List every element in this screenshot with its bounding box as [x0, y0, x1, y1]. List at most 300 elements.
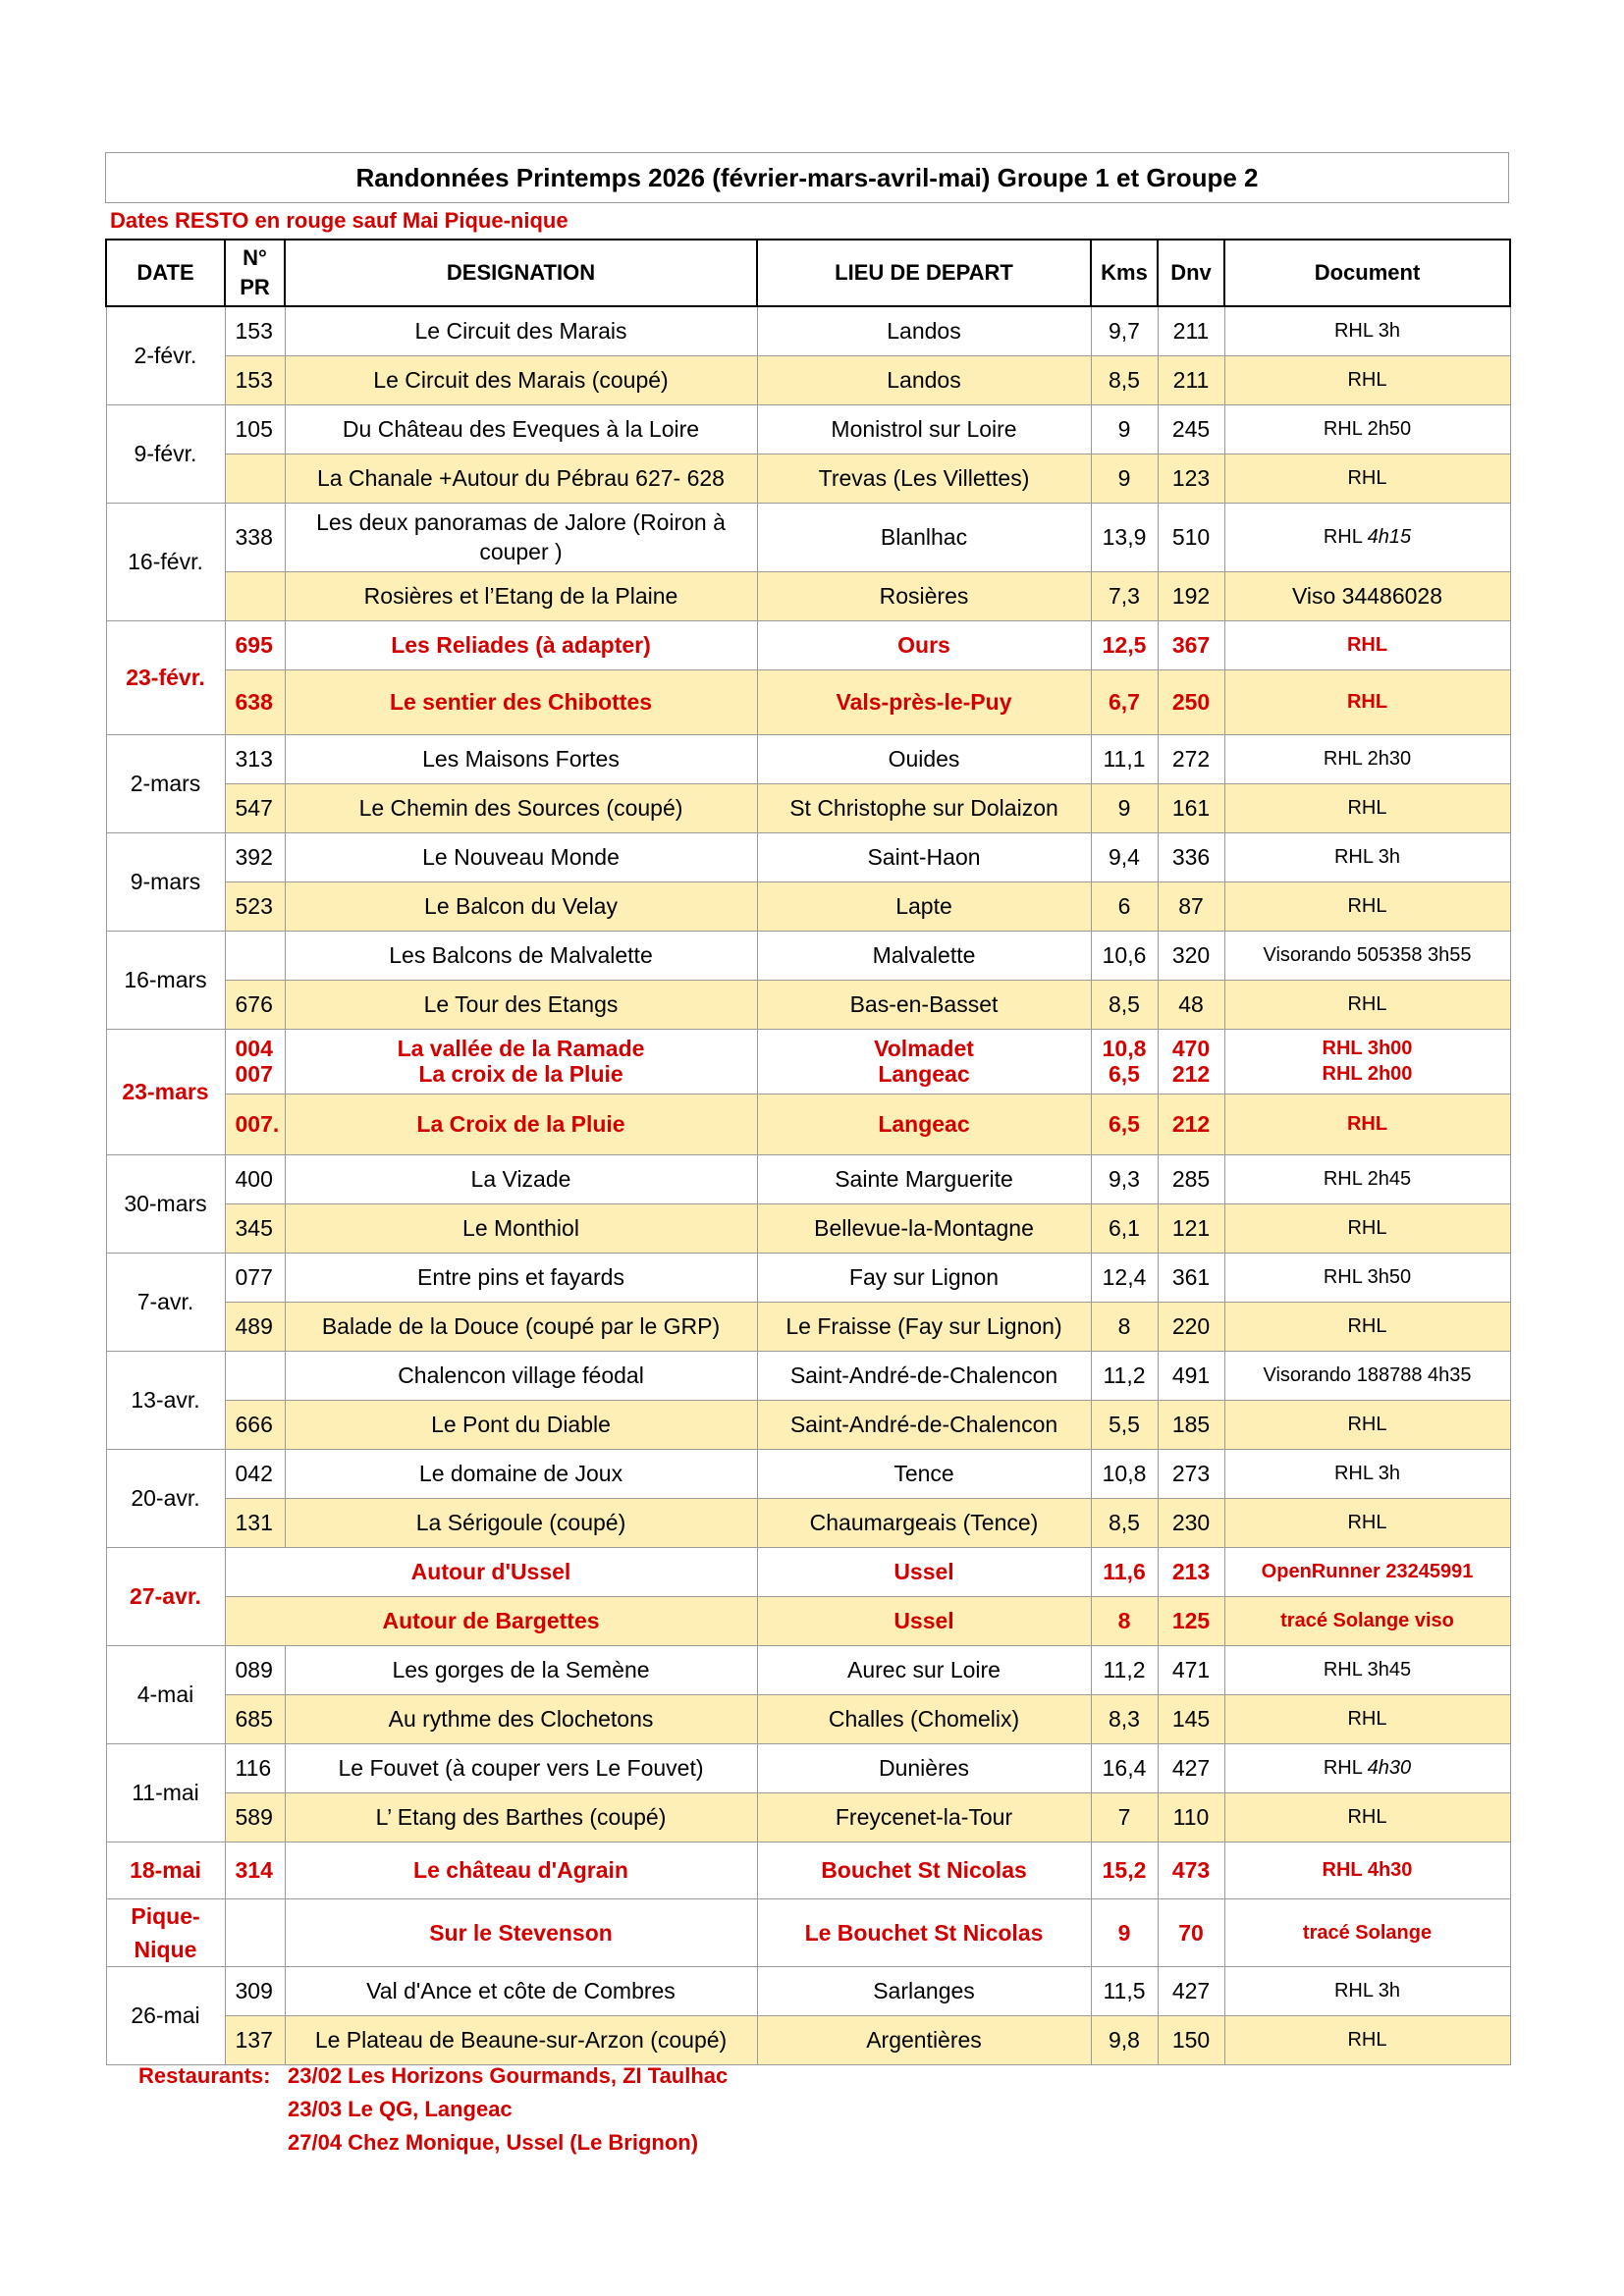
designation-cell: [285, 355, 757, 404]
designation-cell: [285, 1154, 757, 1203]
lieu-cell-text: Sarlanges: [873, 1978, 975, 2003]
document-cell: [1224, 1842, 1510, 1898]
table-row: [106, 620, 1510, 669]
dnv-cell-text: 121: [1171, 1215, 1211, 1241]
document-cell: [1224, 1596, 1510, 1645]
lieu-cell-text: Volmadet: [874, 1036, 974, 1061]
document-cell-text: Viso 34486028: [1291, 583, 1443, 609]
kms-cell-text: 9: [1117, 795, 1131, 821]
document-cell-text: RHL 2h45: [1323, 1168, 1412, 1190]
dnv-cell: [1158, 1966, 1224, 2015]
dnv-cell-text: 192: [1171, 583, 1211, 609]
designation-cell: [285, 1203, 757, 1253]
lieu-cell: [757, 1547, 1091, 1596]
lieu-cell-text: Lapte: [895, 893, 952, 919]
document-cell: [1224, 783, 1510, 832]
table-row: [106, 1547, 1510, 1596]
dnv-cell-text: 125: [1171, 1608, 1211, 1633]
date-cell: [106, 734, 225, 832]
lieu-cell: [757, 734, 1091, 783]
lieu-cell-text: St Christophe sur Dolaizon: [789, 795, 1058, 821]
table-row: [106, 1842, 1510, 1898]
date-cell: [106, 1154, 225, 1253]
pr-cell: [225, 1966, 285, 2015]
designation-cell-text: L’ Etang des Barthes (coupé): [375, 1804, 667, 1830]
dnv-cell-text: 123: [1171, 465, 1211, 491]
document-cell-text: tracé Solange: [1302, 1921, 1433, 1944]
designation-cell-text: Les deux panoramas de Jalore (Roiron à couper ): [316, 509, 726, 564]
date-cell: [106, 1966, 225, 2064]
designation-cell-text: Du Château des Eveques à la Loire: [342, 416, 700, 442]
lieu-cell: [757, 1743, 1091, 1792]
kms-cell: [1091, 1498, 1158, 1547]
document-cell: [1224, 1253, 1510, 1302]
pr-cell: [225, 571, 285, 620]
designation-cell-text: Le Pont du Diable: [431, 1412, 611, 1437]
lieu-cell: [757, 503, 1091, 571]
document-cell: [1224, 1792, 1510, 1842]
lieu-cell: [757, 881, 1091, 931]
dnv-cell: [1158, 1694, 1224, 1743]
header-kms: Kms: [1091, 240, 1158, 306]
dnv-cell-text: 361: [1171, 1264, 1211, 1290]
lieu-cell: [757, 620, 1091, 669]
document-cell-text: RHL: [1347, 895, 1387, 917]
table-row: [106, 1154, 1510, 1203]
table-row: [106, 734, 1510, 783]
pr-cell-text: 523: [235, 893, 273, 919]
document-cell: [1224, 571, 1510, 620]
lieu-cell: [757, 1596, 1091, 1645]
dnv-cell-text: 285: [1171, 1166, 1211, 1192]
date-label: 26-mai: [131, 2002, 200, 2028]
kms-cell: [1091, 1253, 1158, 1302]
kms-cell: [1091, 454, 1158, 503]
date-cell: [106, 1842, 225, 1898]
designation-cell-text: Autour de Bargettes: [382, 1608, 600, 1633]
pr-cell: [225, 1449, 285, 1498]
designation-cell: [285, 1029, 757, 1094]
kms-cell: [1091, 1645, 1158, 1694]
date-cell: [106, 832, 225, 931]
restaurants-footer: [138, 2059, 728, 2160]
pr-cell-text: 547: [235, 795, 273, 821]
designation-cell: [285, 832, 757, 881]
date-cell: [106, 1645, 225, 1743]
table-row: [106, 355, 1510, 404]
kms-cell: [1091, 571, 1158, 620]
kms-cell-text: 6,7: [1109, 689, 1140, 715]
designation-cell-text: Chalencon village féodal: [398, 1362, 644, 1388]
kms-cell-text: 9,4: [1109, 844, 1140, 870]
pr-cell: [225, 1302, 285, 1351]
date-label: 4-mai: [136, 1682, 194, 1707]
pr-cell-text: 137: [235, 2027, 273, 2053]
pr-cell: [225, 503, 285, 571]
document-cell-text: RHL: [1346, 1113, 1388, 1135]
document-cell-text: RHL: [1347, 1708, 1387, 1730]
kms-cell-text: 10,8: [1102, 1036, 1147, 1061]
document-cell-text: RHL: [1323, 1757, 1363, 1779]
designation-cell-text: La Croix de la Pluie: [416, 1111, 625, 1137]
designation-cell-text: La Sérigoule (coupé): [415, 1510, 626, 1535]
designation-cell: [285, 404, 757, 454]
dnv-cell-text: 211: [1172, 318, 1210, 345]
designation-cell: [285, 1743, 757, 1792]
date-cell: [106, 931, 225, 1029]
document-cell: [1224, 454, 1510, 503]
lieu-cell-text: Sainte Marguerite: [835, 1166, 1013, 1192]
document-cell-text: RHL: [1346, 691, 1388, 713]
dnv-cell: [1158, 404, 1224, 454]
document-cell-text: RHL 3h: [1333, 320, 1401, 343]
pr-cell-text: 042: [235, 1461, 273, 1486]
document-cell-text: RHL 2h30: [1323, 748, 1412, 770]
lieu-cell: [757, 1645, 1091, 1694]
restaurant-line: 23/03 Le QG, Langeac: [288, 2097, 513, 2121]
lieu-cell-text: Langeac: [878, 1111, 970, 1137]
dnv-cell: [1158, 1792, 1224, 1842]
kms-cell: [1091, 931, 1158, 980]
dnv-cell-text: 336: [1171, 844, 1211, 870]
kms-cell-text: 9: [1117, 416, 1131, 442]
designation-cell-text: Le Plateau de Beaune-sur-Arzon (coupé): [314, 2027, 728, 2053]
document-cell: [1224, 1094, 1510, 1154]
dnv-cell: [1158, 669, 1224, 734]
lieu-cell: [757, 669, 1091, 734]
kms-cell: [1091, 1400, 1158, 1449]
dnv-cell-text: 145: [1171, 1706, 1211, 1732]
header-date: DATE: [106, 240, 225, 306]
pr-cell-text: 116: [235, 1755, 272, 1781]
designation-cell: [285, 1966, 757, 2015]
designation-cell: [285, 454, 757, 503]
pr-cell: [225, 1792, 285, 1842]
kms-cell: [1091, 1792, 1158, 1842]
document-cell: [1224, 1966, 1510, 2015]
date-cell: [106, 503, 225, 620]
designation-cell-text: Sur le Stevenson: [429, 1919, 613, 1946]
document-cell-text: RHL: [1347, 369, 1387, 391]
table-row: [106, 1596, 1510, 1645]
document-cell: [1224, 734, 1510, 783]
kms-cell: [1091, 1154, 1158, 1203]
pr-cell-text: 400: [235, 1166, 273, 1192]
kms-cell: [1091, 1898, 1158, 1966]
dnv-cell: [1158, 1547, 1224, 1596]
kms-cell: [1091, 1596, 1158, 1645]
kms-cell: [1091, 1094, 1158, 1154]
document-cell: [1224, 1154, 1510, 1203]
pr-cell-text: 676: [235, 991, 273, 1017]
table-row: [106, 1094, 1510, 1154]
document-cell: [1224, 503, 1510, 571]
lieu-cell: [757, 1154, 1091, 1203]
dnv-cell: [1158, 1743, 1224, 1792]
table-row: [106, 931, 1510, 980]
document-cell: [1224, 1203, 1510, 1253]
designation-cell-text: Le Nouveau Monde: [422, 844, 620, 870]
kms-cell: [1091, 1351, 1158, 1400]
pr-cell: [225, 783, 285, 832]
document-cell-text: RHL: [1347, 1414, 1387, 1435]
pr-cell-text: 685: [235, 1706, 273, 1732]
lieu-cell-text: Trevas (Les Villettes): [818, 465, 1030, 491]
designation-cell-text: La vallée de la Ramade: [397, 1036, 645, 1061]
designation-cell-text: Le domaine de Joux: [418, 1461, 623, 1486]
pr-cell: [225, 1351, 285, 1400]
table-row: [106, 1449, 1510, 1498]
designation-cell: [285, 1094, 757, 1154]
document-cell-text: RHL: [1323, 526, 1363, 548]
document-cell-text: RHL 3h50: [1323, 1266, 1412, 1288]
dnv-cell: [1158, 1898, 1224, 1966]
date-label: 7-avr.: [136, 1289, 194, 1314]
document-cell-text: RHL: [1347, 467, 1387, 489]
lieu-cell: [757, 404, 1091, 454]
kms-cell-text: 8: [1117, 1608, 1131, 1633]
kms-cell-text: 8,3: [1109, 1706, 1140, 1732]
kms-cell: [1091, 1743, 1158, 1792]
date-label: 18-mai: [130, 1857, 201, 1883]
kms-cell-text: 9,8: [1109, 2027, 1140, 2053]
kms-cell-text: 15,2: [1102, 1857, 1147, 1883]
dnv-cell: [1158, 832, 1224, 881]
designation-cell-text: Le Tour des Etangs: [423, 991, 619, 1017]
pr-cell-text: 089: [235, 1657, 273, 1682]
pr-cell: [225, 1400, 285, 1449]
lieu-cell-text: Le Bouchet St Nicolas: [804, 1919, 1044, 1946]
document-cell-text: RHL: [1347, 797, 1387, 819]
lieu-cell-text: Chaumargeais (Tence): [809, 1510, 1039, 1535]
lieu-cell: [757, 1203, 1091, 1253]
dnv-cell: [1158, 1029, 1224, 1094]
dnv-cell-text: 471: [1171, 1657, 1211, 1682]
kms-cell-text: 9,3: [1109, 1166, 1140, 1192]
designation-cell-text: Balade de la Douce (coupé par le GRP): [321, 1313, 721, 1339]
table-row: [106, 1498, 1510, 1547]
restaurant-line: 23/02 Les Horizons Gourmands, ZI Taulhac: [288, 2063, 729, 2088]
document-cell: [1224, 404, 1510, 454]
designation-cell: [285, 1302, 757, 1351]
designation-cell: [285, 669, 757, 734]
dnv-cell: [1158, 1094, 1224, 1154]
pr-cell: [225, 1498, 285, 1547]
document-cell-text: RHL 3h: [1333, 846, 1401, 868]
dnv-cell-text: 211: [1172, 367, 1210, 393]
dnv-cell-text: 273: [1171, 1461, 1211, 1486]
date-cell: [106, 306, 225, 404]
kms-cell: [1091, 734, 1158, 783]
pr-cell: [225, 355, 285, 404]
designation-cell: [285, 503, 757, 571]
document-cell: [1224, 1302, 1510, 1351]
designation-cell: [225, 1547, 757, 1596]
dnv-cell: [1158, 1253, 1224, 1302]
hikes-table: [105, 239, 1511, 2065]
table-row: [106, 1302, 1510, 1351]
dnv-cell-text: 272: [1171, 746, 1211, 772]
pr-cell-text: 007: [235, 1061, 273, 1087]
designation-cell: [285, 881, 757, 931]
lieu-cell-text: Ussel: [893, 1608, 954, 1633]
lieu-cell: [757, 1400, 1091, 1449]
kms-cell-text: 9: [1117, 1919, 1131, 1946]
dnv-cell: [1158, 1449, 1224, 1498]
lieu-cell-text: Monistrol sur Loire: [831, 416, 1017, 442]
lieu-cell-text: Bouchet St Nicolas: [821, 1857, 1027, 1883]
lieu-cell: [757, 1842, 1091, 1898]
dnv-cell: [1158, 620, 1224, 669]
dnv-cell: [1158, 1154, 1224, 1203]
table-row: [106, 980, 1510, 1029]
pr-cell: [225, 404, 285, 454]
designation-cell-text: Le Monthiol: [462, 1215, 579, 1241]
lieu-cell-text: Landos: [887, 318, 961, 345]
lieu-cell: [757, 571, 1091, 620]
date-label: 30-mars: [124, 1191, 207, 1216]
dnv-cell: [1158, 2015, 1224, 2064]
kms-cell-text: 6,1: [1109, 1215, 1140, 1241]
pr-cell-text: 314: [235, 1857, 273, 1883]
table-row: [106, 503, 1510, 571]
document-cell: [1224, 1351, 1510, 1400]
pr-cell: [225, 734, 285, 783]
table-row: [106, 404, 1510, 454]
pr-cell-text: 309: [235, 1978, 273, 2003]
date-label: 2-mars: [130, 771, 201, 796]
header-lieu: LIEU DE DEPART: [757, 240, 1091, 306]
dnv-cell-text: 320: [1171, 942, 1211, 968]
kms-cell-text: 10,8: [1102, 1461, 1147, 1486]
restaurant-line: 27/04 Chez Monique, Ussel (Le Brignon): [288, 2130, 699, 2155]
lieu-cell: [757, 832, 1091, 881]
kms-cell: [1091, 832, 1158, 881]
lieu-cell: [757, 1029, 1091, 1094]
document-cell-text: Visorando 188788 4h35: [1263, 1364, 1472, 1386]
pr-cell-text: 313: [235, 746, 273, 772]
kms-cell-text: 12,4: [1102, 1264, 1147, 1290]
lieu-cell: [757, 1498, 1091, 1547]
lieu-cell-text: Bellevue-la-Montagne: [814, 1215, 1034, 1241]
designation-cell-text: Les Balcons de Malvalette: [389, 942, 653, 968]
pr-cell-text: 131: [235, 1510, 273, 1535]
designation-cell: [285, 1898, 757, 1966]
designation-cell: [285, 571, 757, 620]
lieu-cell: [757, 980, 1091, 1029]
pr-cell: [225, 1743, 285, 1792]
pr-cell: [225, 881, 285, 931]
document-cell: [1224, 832, 1510, 881]
kms-cell-text: 8,5: [1109, 367, 1140, 393]
header-pr: N° PR: [225, 240, 285, 306]
lieu-cell: [757, 1966, 1091, 2015]
dnv-cell-text: 185: [1171, 1412, 1211, 1437]
kms-cell: [1091, 881, 1158, 931]
table-row: [106, 881, 1510, 931]
document-cell: [1224, 881, 1510, 931]
pr-cell-text: 153: [235, 367, 273, 393]
lieu-cell-text: Bas-en-Basset: [849, 991, 999, 1017]
lieu-cell: [757, 1302, 1091, 1351]
dnv-cell: [1158, 1645, 1224, 1694]
designation-cell-text: Les gorges de la Semène: [392, 1657, 650, 1682]
date-label: 27-avr.: [130, 1583, 201, 1609]
kms-cell-text: 9,7: [1109, 318, 1140, 345]
pr-cell-text: 004: [235, 1036, 273, 1061]
date-label: Pique-Nique: [131, 1902, 200, 1962]
table-row: [106, 783, 1510, 832]
designation-cell: [285, 1694, 757, 1743]
date-label: 23-mars: [122, 1079, 209, 1104]
designation-cell: [285, 1449, 757, 1498]
kms-cell-text: 8: [1117, 1313, 1131, 1339]
dnv-cell-text: 220: [1171, 1313, 1211, 1339]
date-cell: [106, 1253, 225, 1351]
pr-cell: [225, 620, 285, 669]
designation-cell: [285, 1253, 757, 1302]
designation-cell-text: Le Fouvet (à couper vers Le Fouvet): [338, 1755, 704, 1781]
lieu-cell: [757, 1351, 1091, 1400]
header-document: Document: [1224, 240, 1510, 306]
kms-cell: [1091, 1302, 1158, 1351]
document-cell-text: RHL 3h45: [1323, 1659, 1412, 1681]
designation-cell-text: Rosières et l’Etang de la Plaine: [363, 583, 678, 609]
designation-cell-text: Le Chemin des Sources (coupé): [358, 795, 683, 821]
dnv-cell-text: 48: [1178, 991, 1204, 1017]
designation-cell-text: La croix de la Pluie: [418, 1061, 623, 1087]
pr-cell-text: 153: [235, 318, 273, 345]
lieu-cell-text: Malvalette: [872, 942, 976, 968]
date-label: 16-mars: [124, 967, 207, 992]
designation-cell-text: Les Reliades (à adapter): [391, 632, 651, 658]
date-label: 9-mars: [130, 869, 201, 894]
pr-cell: [225, 980, 285, 1029]
document-cell-text: RHL 4h30: [1322, 1859, 1413, 1881]
designation-cell-text: Le Circuit des Marais: [414, 318, 627, 345]
dnv-cell: [1158, 1351, 1224, 1400]
document-cell: [1224, 1449, 1510, 1498]
pr-cell-text: 007.: [235, 1111, 280, 1137]
lieu-cell-text: Ouides: [888, 746, 960, 772]
date-label: 11-mai: [132, 1780, 199, 1805]
designation-cell-text: Entre pins et fayards: [417, 1264, 624, 1290]
lieu-cell: [757, 783, 1091, 832]
lieu-cell-text: Dunières: [878, 1755, 970, 1781]
lieu-cell: [757, 1094, 1091, 1154]
dnv-cell-text: 150: [1171, 2027, 1211, 2053]
date-label: 16-févr.: [128, 549, 203, 574]
restaurants-label: Restaurants:: [138, 2063, 271, 2088]
document-cell-text: RHL: [1347, 1217, 1387, 1239]
kms-cell-text: 7: [1117, 1804, 1131, 1830]
kms-cell: [1091, 1449, 1158, 1498]
table-row: [106, 1400, 1510, 1449]
designation-cell-text: La Chanale +Autour du Pébrau 627- 628: [317, 465, 725, 491]
pr-cell: [225, 1898, 285, 1966]
pr-cell: [225, 1842, 285, 1898]
kms-cell-text: 11,2: [1103, 1362, 1146, 1388]
dnv-cell: [1158, 1302, 1224, 1351]
kms-cell: [1091, 1842, 1158, 1898]
pr-cell-text: 638: [235, 689, 273, 715]
kms-cell-text: 6,5: [1109, 1111, 1140, 1137]
table-row: [106, 1645, 1510, 1694]
date-label: 2-févr.: [134, 343, 197, 369]
document-cell: [1224, 669, 1510, 734]
dnv-cell: [1158, 355, 1224, 404]
dnv-cell-text: 427: [1171, 1755, 1211, 1781]
